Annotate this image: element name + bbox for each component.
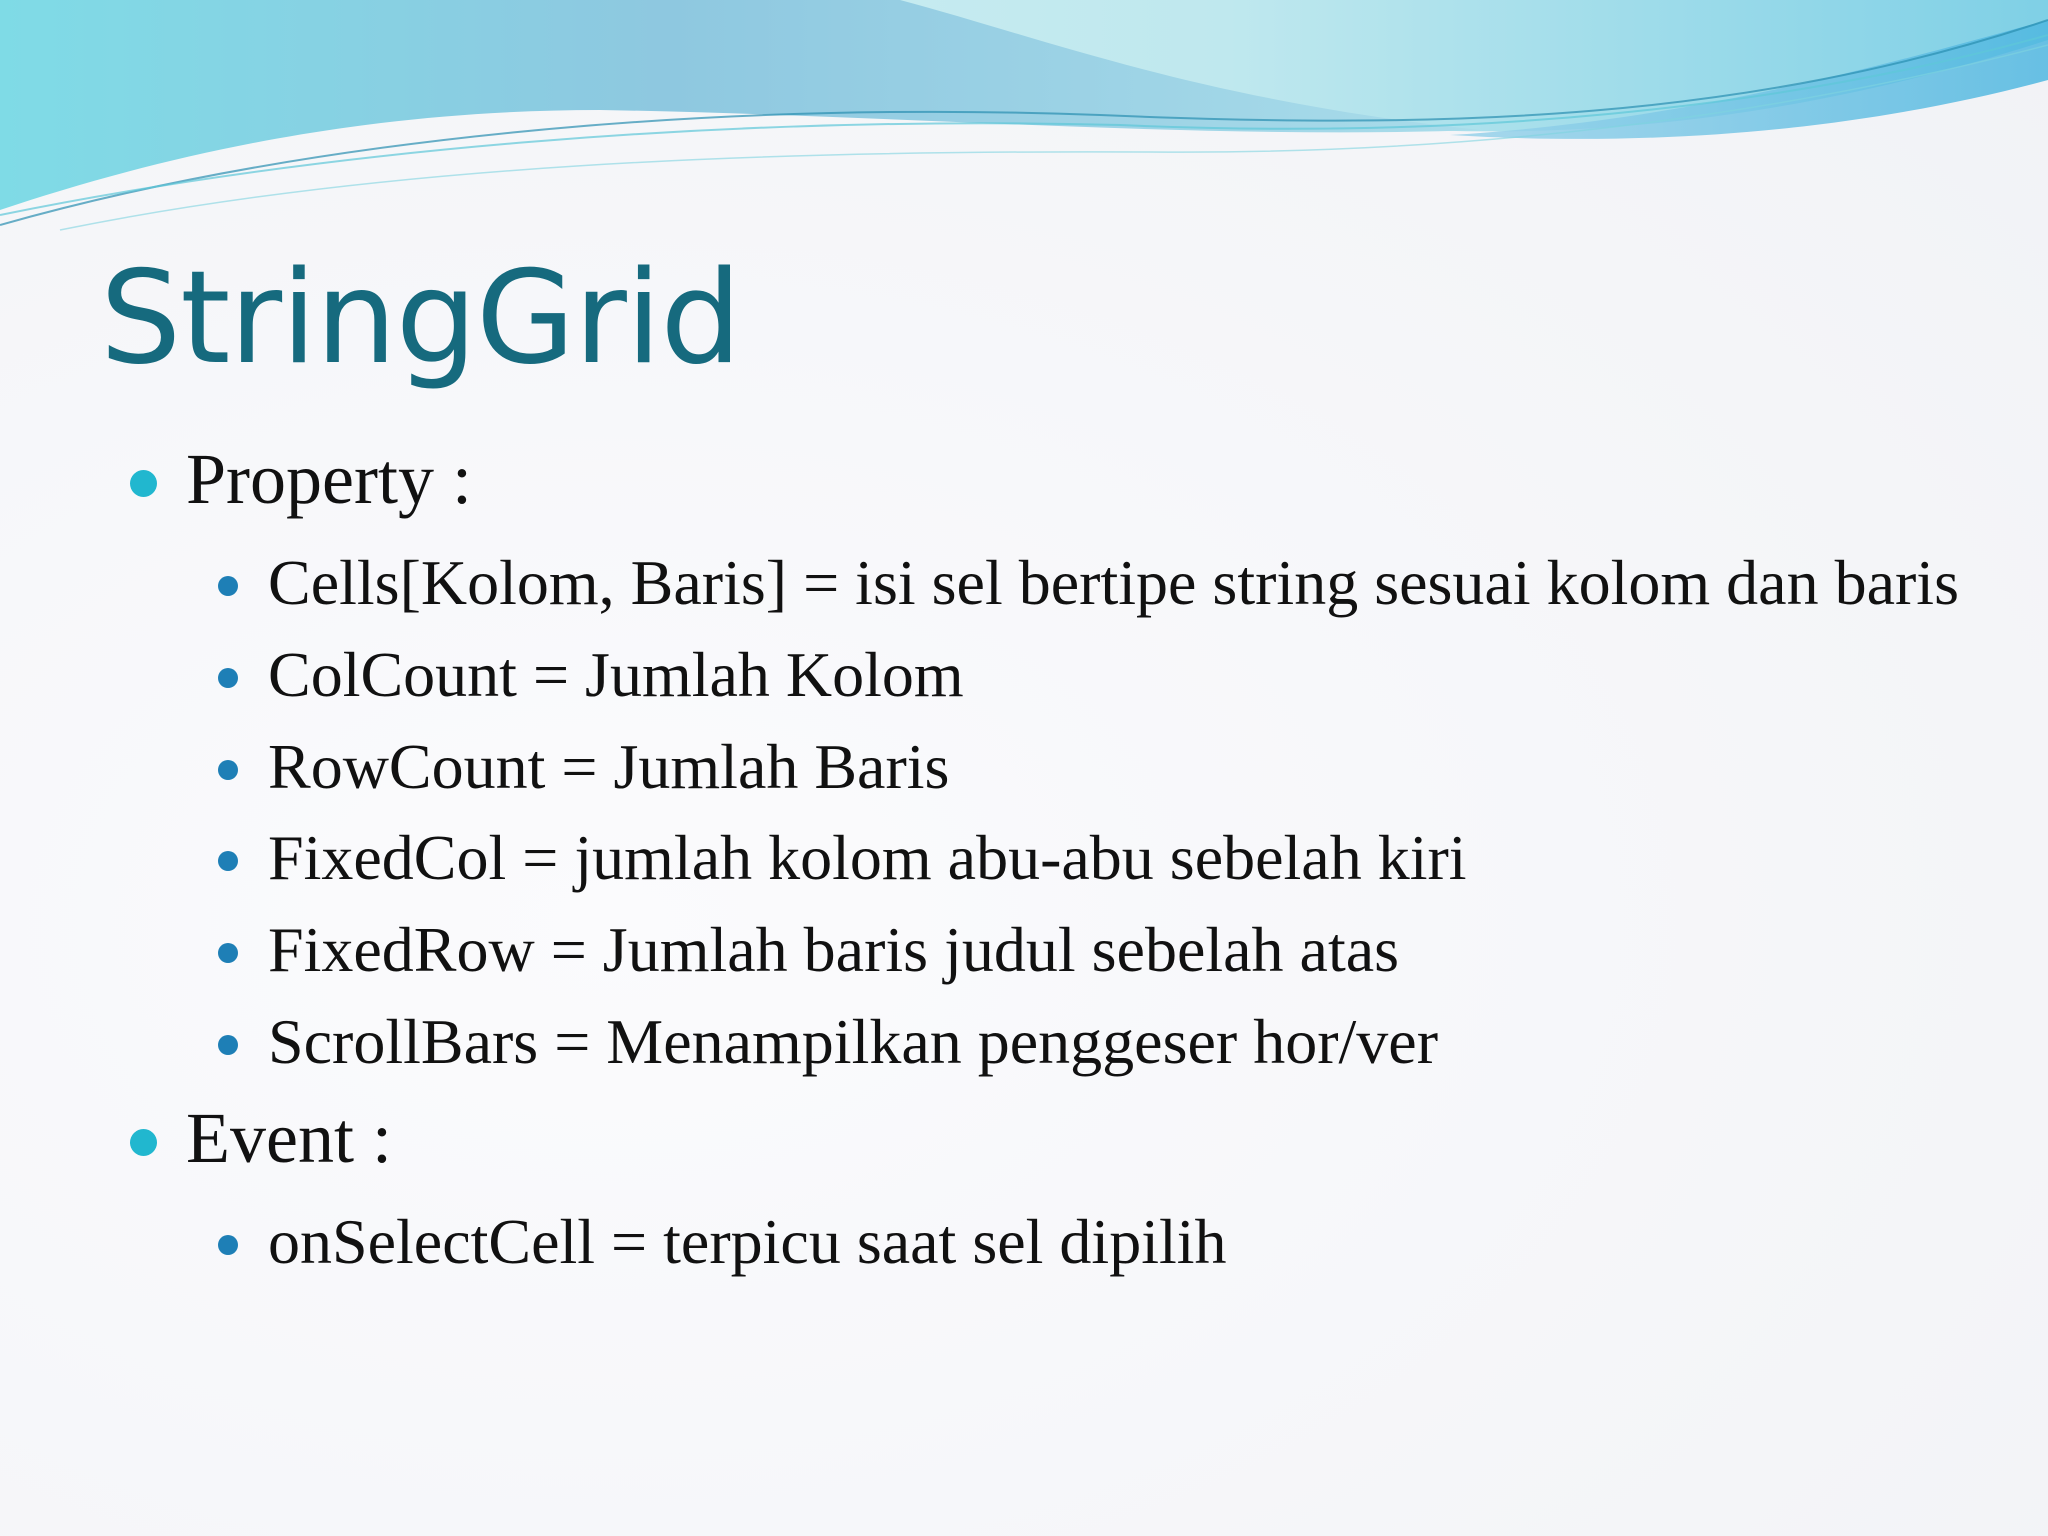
section-property: [130, 440, 1990, 519]
list-item: [130, 731, 1990, 803]
list-item-text: ScrollBars = Menampilkan penggeser hor/ver: [268, 1005, 1438, 1077]
event-list: [130, 1206, 1990, 1278]
list-item-text: onSelectCell = terpicu saat sel dipilih: [268, 1206, 1227, 1278]
list-item: [130, 1006, 1990, 1078]
slide-content: [130, 440, 1990, 1300]
list-item-text: Cells[Kolom, Baris] = isi sel bertipe string sesuai kolom dan baris: [268, 547, 1959, 619]
bullet-icon: [130, 1129, 157, 1156]
list-item-text: FixedRow = Jumlah baris judul sebelah atas: [268, 913, 1400, 985]
section-label: Event :: [186, 1098, 392, 1179]
header-wave-decoration: [0, 0, 2048, 240]
bullet-icon: [130, 470, 157, 497]
bullet-icon: [218, 576, 238, 596]
bullet-icon: [218, 1035, 238, 1055]
bullet-icon: [218, 760, 238, 780]
list-item: [130, 1206, 1990, 1278]
section-label: Property :: [186, 439, 472, 519]
list-item: [130, 914, 1990, 986]
slide-title: StringGrid: [100, 244, 741, 393]
bullet-icon: [218, 943, 238, 963]
list-item: [130, 639, 1990, 711]
list-item-text: RowCount = Jumlah Baris: [268, 730, 950, 802]
bullet-icon: [218, 851, 238, 871]
list-item-text: ColCount = Jumlah Kolom: [268, 638, 964, 710]
list-item-text: FixedCol = jumlah kolom abu-abu sebelah kiri: [268, 822, 1467, 894]
list-item: [130, 547, 1990, 619]
list-item: [130, 822, 1990, 894]
bullet-icon: [218, 1235, 238, 1255]
property-list: [130, 547, 1990, 1077]
section-event: [130, 1099, 1990, 1178]
bullet-icon: [218, 668, 238, 688]
